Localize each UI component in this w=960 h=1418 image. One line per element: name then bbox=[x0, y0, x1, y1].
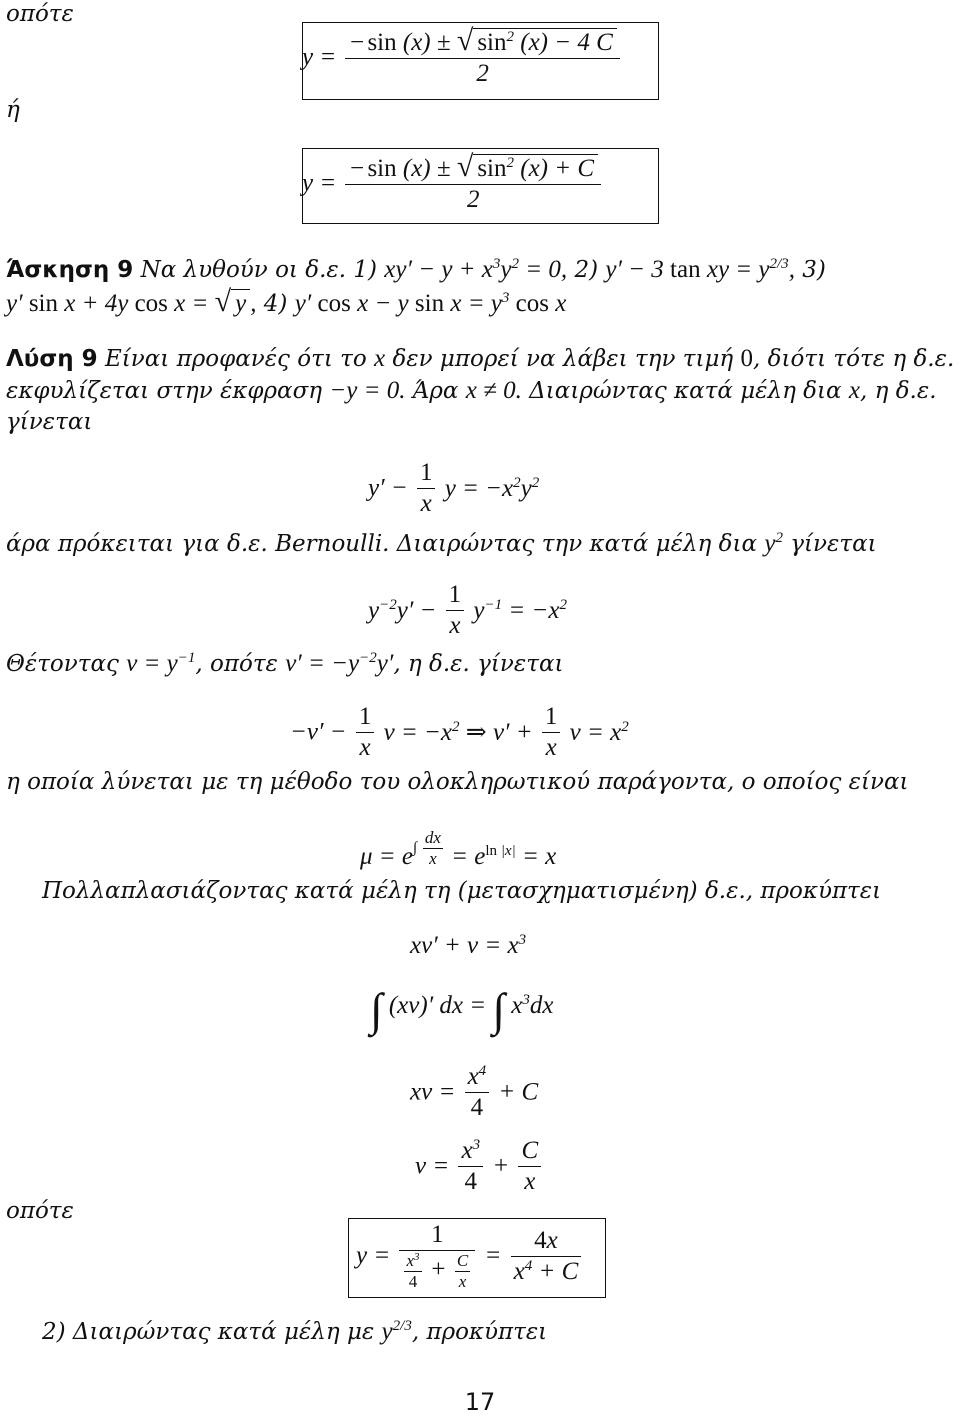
exercise-label: Άσκηση 9 bbox=[6, 257, 134, 283]
solution-label: Λύση 9 bbox=[6, 346, 98, 372]
solution-line-7: Πολλαπλασιάζοντας κατά μέλη τη (μετασχηματισμένη) δ.ε., προκύπτει bbox=[42, 878, 882, 904]
solution-line-4: άρα πρόκειται για δ.ε. Bernoulli. Διαιρώντας την κατά μέλη δια $y^2$ γίνεται bbox=[6, 530, 877, 557]
equation-integrating-factor: $\mu = e^{\int \frac{dx}{x}}$ = $e^{ln |x|} = x$ bbox=[360, 828, 557, 870]
page-number: 17 bbox=[464, 1388, 496, 1416]
equation-multiplied: $x\nu' + \nu = x^3$ bbox=[410, 932, 527, 959]
solution-line-2: εκφυλίζεται στην έκφραση −y = 0. Άρα x ≠ 0. Διαιρώντας κατά μέλη δια x, η δ.ε. bbox=[6, 377, 937, 404]
word-opote-top: οπότε bbox=[6, 1, 74, 27]
exercise-line-1: Άσκηση 9 Να λυθούν οι δ.ε. 1) $xy' - y + x^3y^2 = 0$, 2) y′ − 3 tan xy = $y^{2/3}$, 3) bbox=[6, 256, 826, 283]
formula-1: y = $\frac{- \sin (x) \pm √ \sin^2 (x) - 4 C}{2}$ bbox=[302, 26, 623, 89]
equation-divided: $y^{-2}y'$ − $\frac{1}{x}$ $y^{-1} = -x^2$ bbox=[368, 581, 567, 639]
exercise-line-2: y′ sin x + 4y cos x = √ y , 4) y′ cos x − y $\sin x = y^3$ cos x bbox=[6, 285, 567, 318]
equation-bernoulli: y′ − $\frac{1}{x}$ $y = -x^2y^2$ bbox=[368, 459, 540, 517]
equation-xnu: xν = $\frac{x^4}{4}$ + C bbox=[410, 1063, 539, 1121]
formula-final: y = 1 $\frac{x^3}{4}$ + $\frac{C}{x}$ = $\frac{4x}{x^4 + C}$ bbox=[356, 1220, 584, 1292]
solution-line-8: 2) Διαιρώντας κατά μέλη με $y^{2/3}$, προκύπτει bbox=[42, 1318, 548, 1345]
equation-integrals: ∫ (xν)′ dx = ∫ $x^3dx$ bbox=[370, 984, 554, 1035]
solution-line-1: Λύση 9 Είναι προφανές ότι το x δεν μπορεί να λάβει την τιμή 0, διότι τότε η δ.ε. bbox=[6, 345, 955, 372]
word-opote-bottom: οπότε bbox=[6, 1198, 74, 1224]
solution-line-6: η οποία λύνεται με τη μέθοδο του ολοκληρωτικού παράγοντα, ο οποίος είναι bbox=[6, 769, 909, 795]
word-i: ή bbox=[6, 97, 20, 123]
formula-2: y = $\frac{- \sin (x) \pm √ \sin^2 (x) + C}{2}$ bbox=[302, 152, 604, 215]
equation-linear: −ν′ − $\frac{1}{x}$ $\nu = -x^2$ ⇒ ν′ + $\frac{1}{x}$ $\nu = x^2$ bbox=[290, 703, 629, 761]
solution-line-5: Θέτοντας $\nu = y^{-1}$, οπότε $\nu' = -y^{-2}y'$, η δ.ε. γίνεται bbox=[6, 650, 564, 677]
solution-line-3: γίνεται bbox=[6, 409, 93, 435]
equation-nu: ν = $\frac{x^3}{4}$ + $\frac{C}{x}$ bbox=[415, 1136, 544, 1197]
